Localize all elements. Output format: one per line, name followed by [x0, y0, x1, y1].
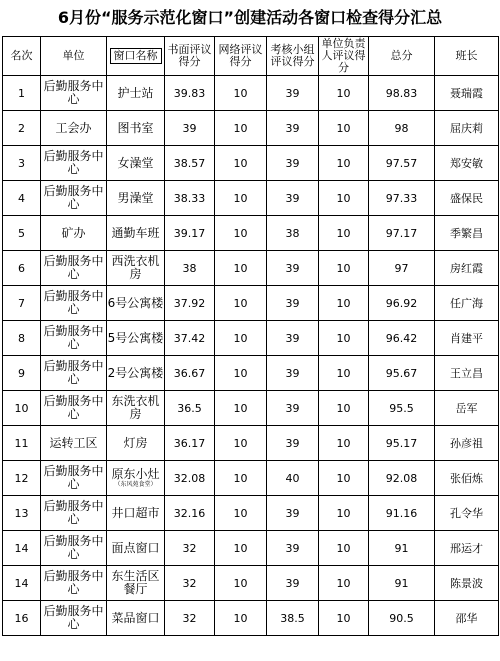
cell-total: 91 [369, 531, 435, 566]
cell-rank: 6 [3, 251, 41, 286]
cell-network: 10 [215, 321, 267, 356]
page-title: 6月份“服务示范化窗口”创建活动各窗口检查得分汇总 [57, 8, 443, 27]
cell-leader: 10 [319, 251, 369, 286]
cell-network: 10 [215, 356, 267, 391]
cell-written: 32.16 [165, 496, 215, 531]
cell-window: 东洗衣机房 [107, 391, 165, 426]
cell-total: 91 [369, 566, 435, 601]
table-row [3, 426, 499, 461]
cell-total: 95.17 [369, 426, 435, 461]
cell-head: 孙彦祖 [435, 426, 499, 461]
table-row [3, 251, 499, 286]
cell-head: 肖建平 [435, 321, 499, 356]
table-row [3, 181, 499, 216]
cell-window-sub: （东风苑食堂） [114, 481, 157, 488]
cell-group: 39 [267, 111, 319, 146]
cell-rank: 3 [3, 146, 41, 181]
cell-network: 10 [215, 496, 267, 531]
cell-window: 6号公寓楼 [107, 286, 165, 321]
cell-rank: 4 [3, 181, 41, 216]
cell-written: 39.83 [165, 76, 215, 111]
cell-leader: 10 [319, 321, 369, 356]
cell-window: 灯房 [107, 426, 165, 461]
cell-head: 郑安敏 [435, 146, 499, 181]
cell-group: 40 [267, 461, 319, 496]
cell-total: 98.83 [369, 76, 435, 111]
header-total: 总分 [369, 37, 435, 76]
cell-rank: 11 [3, 426, 41, 461]
cell-rank: 13 [3, 496, 41, 531]
cell-written: 38 [165, 251, 215, 286]
cell-group: 39 [267, 181, 319, 216]
cell-network: 10 [215, 461, 267, 496]
header-written: 书面评议得分 [165, 37, 215, 76]
cell-written: 39 [165, 111, 215, 146]
cell-network: 10 [215, 111, 267, 146]
cell-window: 东生活区餐厅 [107, 566, 165, 601]
cell-rank: 16 [3, 601, 41, 636]
cell-head: 屈庆莉 [435, 111, 499, 146]
cell-leader: 10 [319, 531, 369, 566]
cell-group: 39 [267, 146, 319, 181]
cell-group: 39 [267, 251, 319, 286]
cell-leader: 10 [319, 461, 369, 496]
header-head: 班长 [435, 37, 499, 76]
cell-unit: 后勤服务中心 [41, 461, 107, 496]
cell-total: 97.17 [369, 216, 435, 251]
cell-unit: 后勤服务中心 [41, 251, 107, 286]
cell-network: 10 [215, 566, 267, 601]
cell-window: 西洗衣机房 [107, 251, 165, 286]
cell-leader: 10 [319, 181, 369, 216]
cell-written: 39.17 [165, 216, 215, 251]
cell-unit: 矿办 [41, 216, 107, 251]
table-row [3, 391, 499, 426]
cell-head: 任广海 [435, 286, 499, 321]
table-row [3, 461, 499, 496]
cell-total: 97.57 [369, 146, 435, 181]
cell-leader: 10 [319, 601, 369, 636]
cell-total: 95.5 [369, 391, 435, 426]
cell-head: 孔令华 [435, 496, 499, 531]
cell-rank: 1 [3, 76, 41, 111]
cell-rank: 2 [3, 111, 41, 146]
table-row [3, 76, 499, 111]
cell-unit: 后勤服务中心 [41, 601, 107, 636]
cell-window [107, 461, 165, 496]
cell-total: 90.5 [369, 601, 435, 636]
cell-rank: 12 [3, 461, 41, 496]
cell-head: 张佰炼 [435, 461, 499, 496]
cell-leader: 10 [319, 146, 369, 181]
header-network: 网络评议得分 [215, 37, 267, 76]
cell-total: 97 [369, 251, 435, 286]
table-row [3, 601, 499, 636]
cell-head: 聂瑞霞 [435, 76, 499, 111]
cell-head: 王立昌 [435, 356, 499, 391]
cell-unit: 运转工区 [41, 426, 107, 461]
table-row [3, 286, 499, 321]
score-table [2, 36, 499, 636]
cell-group: 39 [267, 76, 319, 111]
cell-group: 39 [267, 391, 319, 426]
table-row [3, 531, 499, 566]
cell-rank: 14 [3, 566, 41, 601]
cell-total: 96.42 [369, 321, 435, 356]
cell-window: 通勤车班 [107, 216, 165, 251]
cell-head: 房红霞 [435, 251, 499, 286]
cell-network: 10 [215, 286, 267, 321]
cell-group: 38.5 [267, 601, 319, 636]
cell-head: 盛保民 [435, 181, 499, 216]
cell-rank: 8 [3, 321, 41, 356]
cell-written: 36.5 [165, 391, 215, 426]
cell-unit: 后勤服务中心 [41, 391, 107, 426]
cell-unit: 后勤服务中心 [41, 566, 107, 601]
header-window [107, 37, 165, 76]
cell-unit: 后勤服务中心 [41, 531, 107, 566]
header-window-label: 窗口名称 [110, 48, 162, 64]
cell-written: 38.57 [165, 146, 215, 181]
cell-written: 32.08 [165, 461, 215, 496]
cell-rank: 10 [3, 391, 41, 426]
cell-unit: 后勤服务中心 [41, 496, 107, 531]
cell-leader: 10 [319, 111, 369, 146]
table-row [3, 496, 499, 531]
cell-written: 37.92 [165, 286, 215, 321]
cell-written: 32 [165, 601, 215, 636]
cell-network: 10 [215, 146, 267, 181]
cell-window: 2号公寓楼 [107, 356, 165, 391]
cell-group: 39 [267, 496, 319, 531]
cell-group: 39 [267, 321, 319, 356]
cell-leader: 10 [319, 286, 369, 321]
cell-total: 98 [369, 111, 435, 146]
cell-leader: 10 [319, 216, 369, 251]
header-unit: 单位 [41, 37, 107, 76]
cell-window-main: 原东小灶 [111, 467, 160, 481]
cell-unit: 后勤服务中心 [41, 181, 107, 216]
cell-leader: 10 [319, 391, 369, 426]
cell-written: 37.42 [165, 321, 215, 356]
cell-total: 97.33 [369, 181, 435, 216]
header-row [3, 37, 499, 76]
cell-unit: 后勤服务中心 [41, 356, 107, 391]
cell-group: 39 [267, 286, 319, 321]
table-row [3, 566, 499, 601]
cell-network: 10 [215, 216, 267, 251]
cell-window: 井口超市 [107, 496, 165, 531]
cell-head: 邵华 [435, 601, 499, 636]
cell-rank: 5 [3, 216, 41, 251]
cell-unit: 后勤服务中心 [41, 286, 107, 321]
cell-unit: 后勤服务中心 [41, 321, 107, 356]
cell-total: 95.67 [369, 356, 435, 391]
header-leader: 单位负责人评议得分 [319, 37, 369, 76]
cell-unit: 后勤服务中心 [41, 146, 107, 181]
table-row [3, 146, 499, 181]
cell-written: 36.67 [165, 356, 215, 391]
cell-leader: 10 [319, 496, 369, 531]
cell-window: 菜品窗口 [107, 601, 165, 636]
table-row [3, 321, 499, 356]
header-rank: 名次 [3, 37, 41, 76]
cell-network: 10 [215, 426, 267, 461]
cell-window: 男澡堂 [107, 181, 165, 216]
cell-network: 10 [215, 76, 267, 111]
cell-rank: 14 [3, 531, 41, 566]
cell-head: 邢运才 [435, 531, 499, 566]
header-group: 考核小组评议得分 [267, 37, 319, 76]
cell-network: 10 [215, 531, 267, 566]
cell-unit: 工会办 [41, 111, 107, 146]
cell-window: 女澡堂 [107, 146, 165, 181]
cell-unit: 后勤服务中心 [41, 76, 107, 111]
cell-network: 10 [215, 251, 267, 286]
cell-written: 32 [165, 566, 215, 601]
cell-window: 图书室 [107, 111, 165, 146]
cell-written: 38.33 [165, 181, 215, 216]
cell-group: 39 [267, 566, 319, 601]
cell-window: 5号公寓楼 [107, 321, 165, 356]
cell-leader: 10 [319, 566, 369, 601]
cell-total: 92.08 [369, 461, 435, 496]
cell-rank: 7 [3, 286, 41, 321]
cell-leader: 10 [319, 76, 369, 111]
cell-group: 39 [267, 356, 319, 391]
cell-leader: 10 [319, 356, 369, 391]
cell-group: 39 [267, 531, 319, 566]
cell-written: 36.17 [165, 426, 215, 461]
cell-rank: 9 [3, 356, 41, 391]
cell-network: 10 [215, 601, 267, 636]
table-row [3, 216, 499, 251]
cell-head: 岳军 [435, 391, 499, 426]
cell-total: 91.16 [369, 496, 435, 531]
cell-window: 面点窗口 [107, 531, 165, 566]
cell-written: 32 [165, 531, 215, 566]
cell-head: 季繁昌 [435, 216, 499, 251]
cell-total: 96.92 [369, 286, 435, 321]
table-row [3, 356, 499, 391]
cell-window: 护士站 [107, 76, 165, 111]
cell-network: 10 [215, 391, 267, 426]
score-rows [3, 76, 499, 636]
cell-head: 陈景波 [435, 566, 499, 601]
cell-leader: 10 [319, 426, 369, 461]
cell-group: 38 [267, 216, 319, 251]
cell-network: 10 [215, 181, 267, 216]
table-row [3, 111, 499, 146]
cell-group: 39 [267, 426, 319, 461]
